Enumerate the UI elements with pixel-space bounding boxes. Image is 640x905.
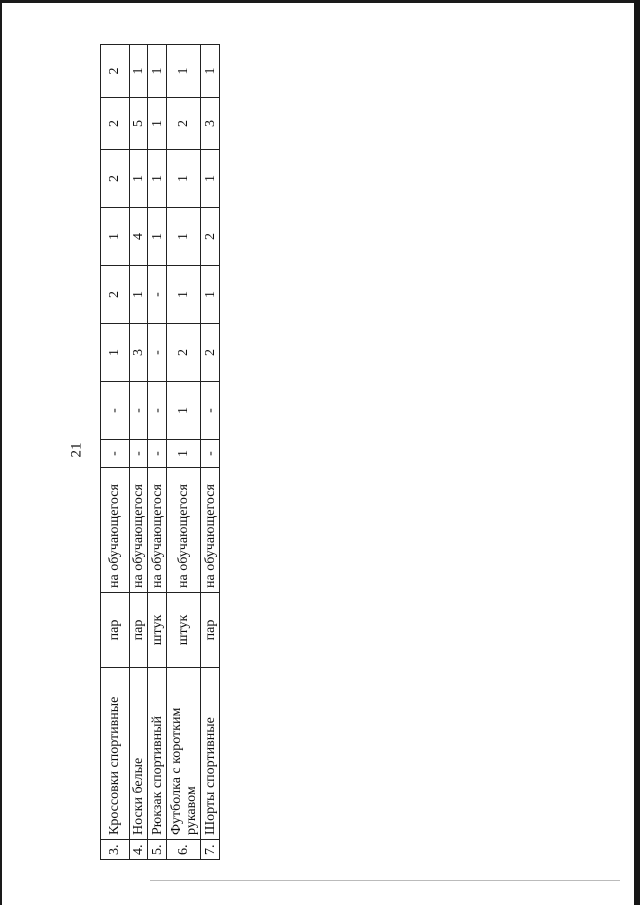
item-unit: пар — [201, 593, 220, 668]
item-name: Рюкзак спортивный — [148, 668, 167, 840]
value-cell: 1 — [101, 208, 130, 266]
value-cell: 2 — [167, 98, 201, 150]
table-row-3 — [101, 45, 130, 860]
item-measure: на обучающегося — [148, 468, 167, 593]
table-row-7 — [201, 45, 220, 860]
value-cell: 2 — [101, 266, 130, 324]
value-cell: 1 — [148, 150, 167, 208]
value-cell: - — [148, 382, 167, 440]
value-cell: 2 — [101, 98, 130, 150]
value-cell: 1 — [201, 150, 220, 208]
scan-edge-top — [0, 0, 640, 3]
value-cell: 2 — [201, 324, 220, 382]
item-measure: на обучающегося — [167, 468, 201, 593]
table-row-5 — [148, 45, 167, 860]
value-cell: - — [148, 266, 167, 324]
value-cell: 1 — [167, 150, 201, 208]
value-cell: 1 — [201, 266, 220, 324]
row-number: 5. — [148, 840, 167, 860]
value-cell: 2 — [101, 45, 130, 98]
value-cell: 1 — [148, 45, 167, 98]
value-cell: - — [201, 382, 220, 440]
row-number: 7. — [201, 840, 220, 860]
value-cell: 5 — [129, 98, 148, 150]
value-cell: 3 — [201, 98, 220, 150]
value-cell: 2 — [201, 208, 220, 266]
value-cell: 3 — [129, 324, 148, 382]
item-measure: на обучающегося — [101, 468, 130, 593]
value-cell: 1 — [167, 266, 201, 324]
item-name: Носки белые — [129, 668, 148, 840]
item-unit: штук — [167, 593, 201, 668]
scan-edge-right — [634, 0, 640, 905]
value-cell: 1 — [167, 45, 201, 98]
page-number: 21 — [68, 442, 85, 458]
value-cell: - — [101, 440, 130, 468]
value-cell: 2 — [167, 324, 201, 382]
rotated-table-container — [100, 45, 220, 860]
item-unit: пар — [129, 593, 148, 668]
value-cell: 1 — [167, 440, 201, 468]
scan-line-bottom — [150, 880, 620, 881]
value-cell: - — [101, 382, 130, 440]
value-cell: 1 — [167, 382, 201, 440]
item-name: Футболка с коротким рукавом — [167, 668, 201, 840]
value-cell: 1 — [201, 45, 220, 98]
equipment-table — [100, 44, 220, 860]
item-unit: штук — [148, 593, 167, 668]
value-cell: 1 — [129, 266, 148, 324]
table-row-6 — [167, 45, 201, 860]
value-cell: - — [148, 324, 167, 382]
value-cell: 1 — [148, 208, 167, 266]
value-cell: 1 — [129, 150, 148, 208]
value-cell: 4 — [129, 208, 148, 266]
value-cell: 1 — [148, 98, 167, 150]
item-unit: пар — [101, 593, 130, 668]
value-cell: 1 — [101, 324, 130, 382]
item-measure: на обучающегося — [129, 468, 148, 593]
item-measure: на обучающегося — [201, 468, 220, 593]
value-cell: 1 — [167, 208, 201, 266]
value-cell: - — [201, 440, 220, 468]
value-cell: - — [129, 440, 148, 468]
row-number: 4. — [129, 840, 148, 860]
row-number: 3. — [101, 840, 130, 860]
item-name: Шорты спортивные — [201, 668, 220, 840]
value-cell: - — [129, 382, 148, 440]
table-row-4 — [129, 45, 148, 860]
value-cell: 2 — [101, 150, 130, 208]
scan-edge-left — [0, 0, 2, 905]
value-cell: - — [148, 440, 167, 468]
value-cell: 1 — [129, 45, 148, 98]
item-name: Кроссовки спортивные — [101, 668, 130, 840]
row-number: 6. — [167, 840, 201, 860]
